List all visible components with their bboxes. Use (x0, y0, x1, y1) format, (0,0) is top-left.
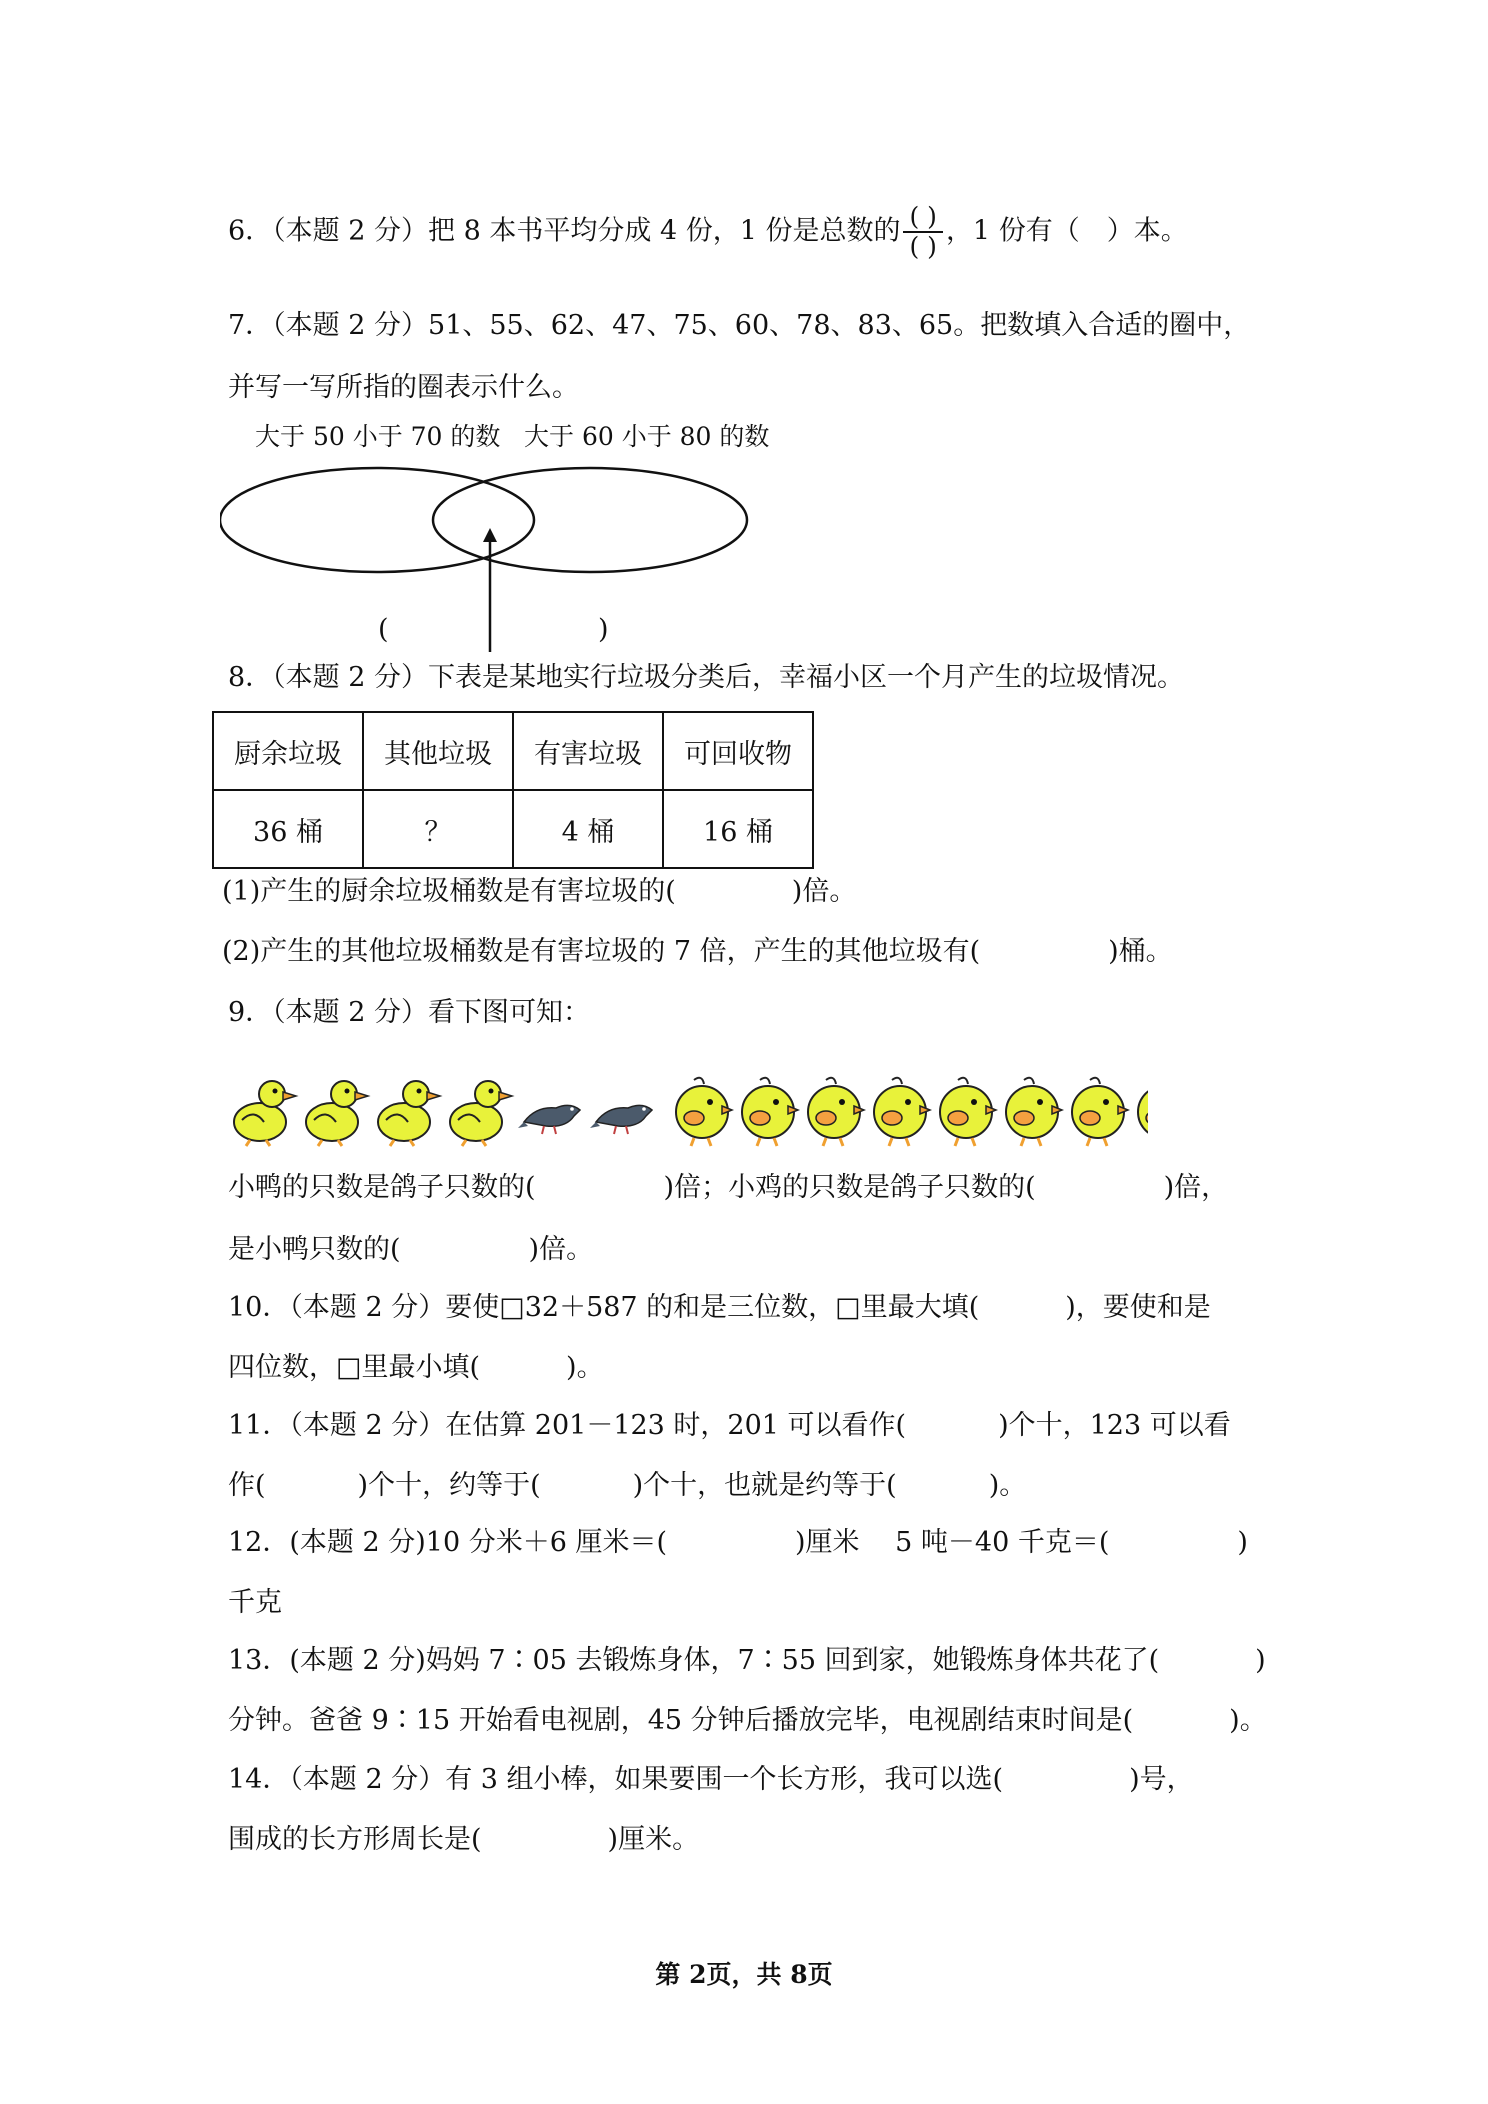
question-9-line-3 (228, 1232, 593, 1268)
q12-text-c: ) (1237, 1527, 1248, 1558)
venn-answer-close-paren: ) (598, 614, 609, 645)
question-9-line-1: 9．（本题 2 分）看下图可知： (228, 997, 591, 1028)
chick-icon (742, 1078, 798, 1146)
question-14-line-2 (228, 1822, 699, 1858)
question-12-line-1 (228, 1525, 1248, 1561)
q6-text-b: ，1 份有（ ）本。 (945, 215, 1188, 247)
chick-icon (1006, 1078, 1062, 1146)
waste-table (212, 711, 814, 869)
chick-icon (1138, 1078, 1148, 1146)
question-7-line-1: 7．（本题 2 分）51、55、62、47、75、60、78、83、65。把数填入合适的圈中， (228, 310, 1251, 341)
table-cell: 厨余垃圾 (213, 712, 363, 790)
q6-text-a: 6．（本题 2 分）把 8 本书平均分成 4 份，1 份是总数的 (228, 215, 901, 247)
question-13-line-1 (228, 1643, 1266, 1679)
pigeon-icon (518, 1105, 580, 1134)
q8-sub2-text-a: (2)产生的其他垃圾桶数是有害垃圾的 7 倍，产生的其他垃圾有( (222, 936, 981, 967)
q10-text-b: )，要使和是 (1065, 1292, 1211, 1323)
question-10-line-1 (228, 1290, 1211, 1326)
question-6 (228, 203, 1188, 261)
q14-text-a: 14．（本题 2 分）有 3 组小棒，如果要围一个长方形，我可以选( (228, 1764, 1004, 1795)
q13-text-d: )。 (1229, 1705, 1267, 1736)
table-cell: 36 桶 (213, 790, 363, 868)
question-10-line-2 (228, 1350, 604, 1386)
venn-left-circle (220, 468, 534, 572)
q9-text-e: )倍。 (528, 1234, 594, 1265)
waste-table-value-row (213, 790, 813, 868)
question-12-line-2: 千克 (228, 1587, 282, 1618)
q10-text-a: 10．（本题 2 分）要使□32＋587 的和是三位数，□里最大填( (228, 1292, 980, 1323)
venn-arrow-head (483, 528, 497, 542)
page-footer: 第 2页，共 8页 (655, 1960, 833, 1989)
table-cell: 可回收物 (663, 712, 813, 790)
table-cell: 16 桶 (663, 790, 813, 868)
q6-fraction (903, 203, 942, 261)
q9-text-c: )倍， (1163, 1172, 1229, 1203)
duck-icon (306, 1081, 368, 1146)
animals-picture (228, 1070, 1148, 1150)
waste-table-header-row (213, 712, 813, 790)
chick-icon (808, 1078, 864, 1146)
chick-icon (874, 1078, 930, 1146)
table-cell: 4 桶 (513, 790, 663, 868)
q6-frac-numerator: ( ) (903, 203, 942, 233)
q13-text-b: ) (1255, 1645, 1266, 1676)
q13-text-c: 分钟。爸爸 9∶15 开始看电视剧，45 分钟后播放完毕，电视剧结束时间是( (228, 1705, 1134, 1736)
q11-text-c: 作( (228, 1470, 266, 1501)
q11-text-f: )。 (988, 1470, 1027, 1501)
duck-icon (378, 1081, 440, 1146)
q11-text-a: 11．（本题 2 分）在估算 201－123 时，201 可以看作( (228, 1410, 907, 1441)
q11-text-d: )个十，约等于( (357, 1470, 541, 1501)
q14-text-c: 围成的长方形周长是( (228, 1824, 482, 1855)
q14-text-b: )号， (1129, 1764, 1194, 1795)
table-cell: ？ (363, 790, 513, 868)
question-7-line-2: 并写一写所指的圈表示什么。 (228, 372, 579, 403)
q6-frac-denominator: ( ) (909, 232, 937, 261)
q8-sub1-text-a: (1)产生的厨余垃圾桶数是有害垃圾的( (222, 876, 676, 907)
q13-text-a: 13．(本题 2 分)妈妈 7∶05 去锻炼身体，7∶55 回到家，她锻炼身体共花了( (228, 1645, 1160, 1676)
q12-text-b: )厘米 5 吨－40 千克＝( (795, 1527, 1110, 1558)
q14-text-d: )厘米。 (607, 1824, 700, 1855)
table-cell: 其他垃圾 (363, 712, 513, 790)
q10-text-d: )。 (566, 1352, 604, 1383)
q8-sub1-text-b: )倍。 (791, 876, 857, 907)
table-cell: 有害垃圾 (513, 712, 663, 790)
question-9-line-2 (228, 1170, 1228, 1206)
question-8-sub-1 (222, 874, 856, 910)
question-11-line-1 (228, 1408, 1231, 1444)
venn-left-label: 大于 50 小于 70 的数 (255, 422, 501, 451)
q10-text-c: 四位数，□里最小填( (228, 1352, 481, 1383)
q9-text-b: )倍；小鸡的只数是鸽子只数的( (663, 1172, 1036, 1203)
q12-text-a: 12．(本题 2 分)10 分米＋6 厘米＝( (228, 1527, 668, 1558)
chick-icon (676, 1078, 732, 1146)
q11-text-e: )个十，也就是约等于( (632, 1470, 897, 1501)
chick-icon (940, 1078, 996, 1146)
q11-text-b: )个十，123 可以看 (998, 1410, 1231, 1441)
question-8-line-1: 8．（本题 2 分）下表是某地实行垃圾分类后，幸福小区一个月产生的垃圾情况。 (228, 662, 1185, 693)
question-13-line-2 (228, 1703, 1267, 1739)
chick-icon (1072, 1078, 1128, 1146)
pigeon-icon (590, 1105, 652, 1134)
question-14-line-1 (228, 1762, 1194, 1798)
q9-text-a: 小鸭的只数是鸽子只数的( (228, 1172, 536, 1203)
question-8-sub-2 (222, 934, 1173, 970)
duck-icon (450, 1081, 512, 1146)
venn-answer-open-paren: ( (378, 614, 389, 645)
duck-icon (234, 1081, 296, 1146)
q8-sub2-text-b: )桶。 (1108, 936, 1173, 967)
q9-text-d: 是小鸭只数的( (228, 1234, 401, 1265)
venn-diagram (220, 462, 760, 662)
venn-right-circle (433, 468, 747, 572)
question-11-line-2 (228, 1468, 1026, 1504)
venn-right-label: 大于 60 小于 80 的数 (524, 422, 770, 451)
